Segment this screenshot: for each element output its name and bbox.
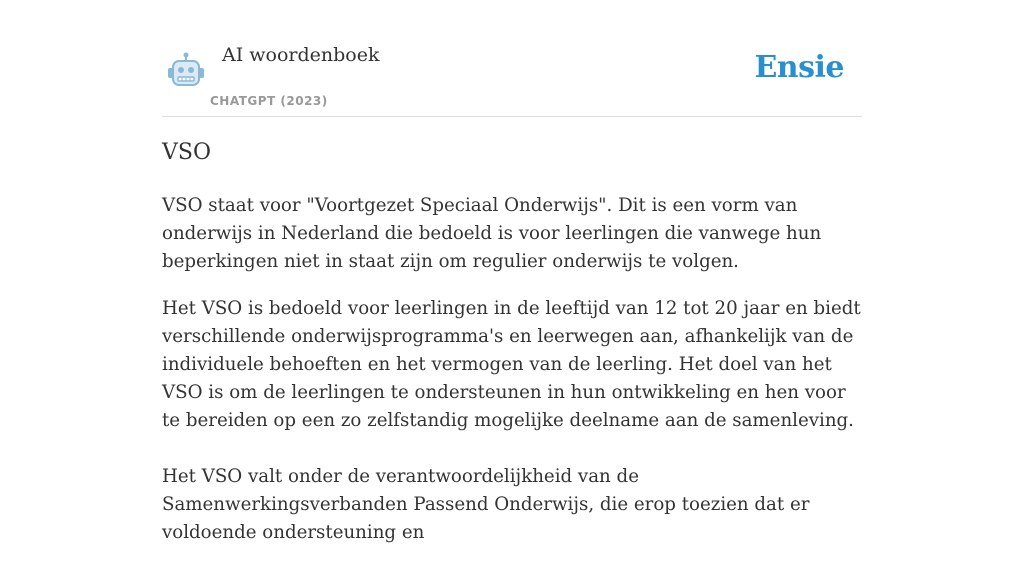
- definition-paragraph: Het VSO is bedoeld voor leerlingen in de leeftijd van 12 tot 20 jaar en biedt verschillende onderwijsprogramma's en leerwegen aan, afhankelijk van de individuele behoeften en het vermogen van de leerling. Het doel van het VSO is om de leerlingen te ondersteunen in hun ontwikkeling en hen voor te bereiden op een zo zelfstandig mogelijke deelname aan de samenleving.: [162, 298, 861, 431]
- source-label: CHATGPT (2023): [210, 94, 328, 108]
- term-heading: VSO: [162, 140, 211, 165]
- ensie-logo[interactable]: Ensie: [754, 50, 844, 85]
- robot-icon: [166, 52, 206, 90]
- page-container: [162, 0, 862, 543]
- dictionary-header: [162, 0, 862, 117]
- definition-body: [162, 192, 862, 566]
- definition-paragraph: VSO staat voor "Voortgezet Speciaal Onderwijs". Dit is een vorm van onderwijs in Nederland die bedoeld is voor leerlingen die vanwege hun beperkingen niet in staat zijn om regulier onderwijs te volgen.: [162, 195, 822, 272]
- definition-paragraph: Het VSO valt onder de verantwoordelijkheid van de Samenwerkingsverbanden Passend Onderwijs, die erop toezien dat er voldoende ondersteuning en: [162, 466, 810, 543]
- dictionary-title[interactable]: AI woordenboek: [222, 44, 380, 66]
